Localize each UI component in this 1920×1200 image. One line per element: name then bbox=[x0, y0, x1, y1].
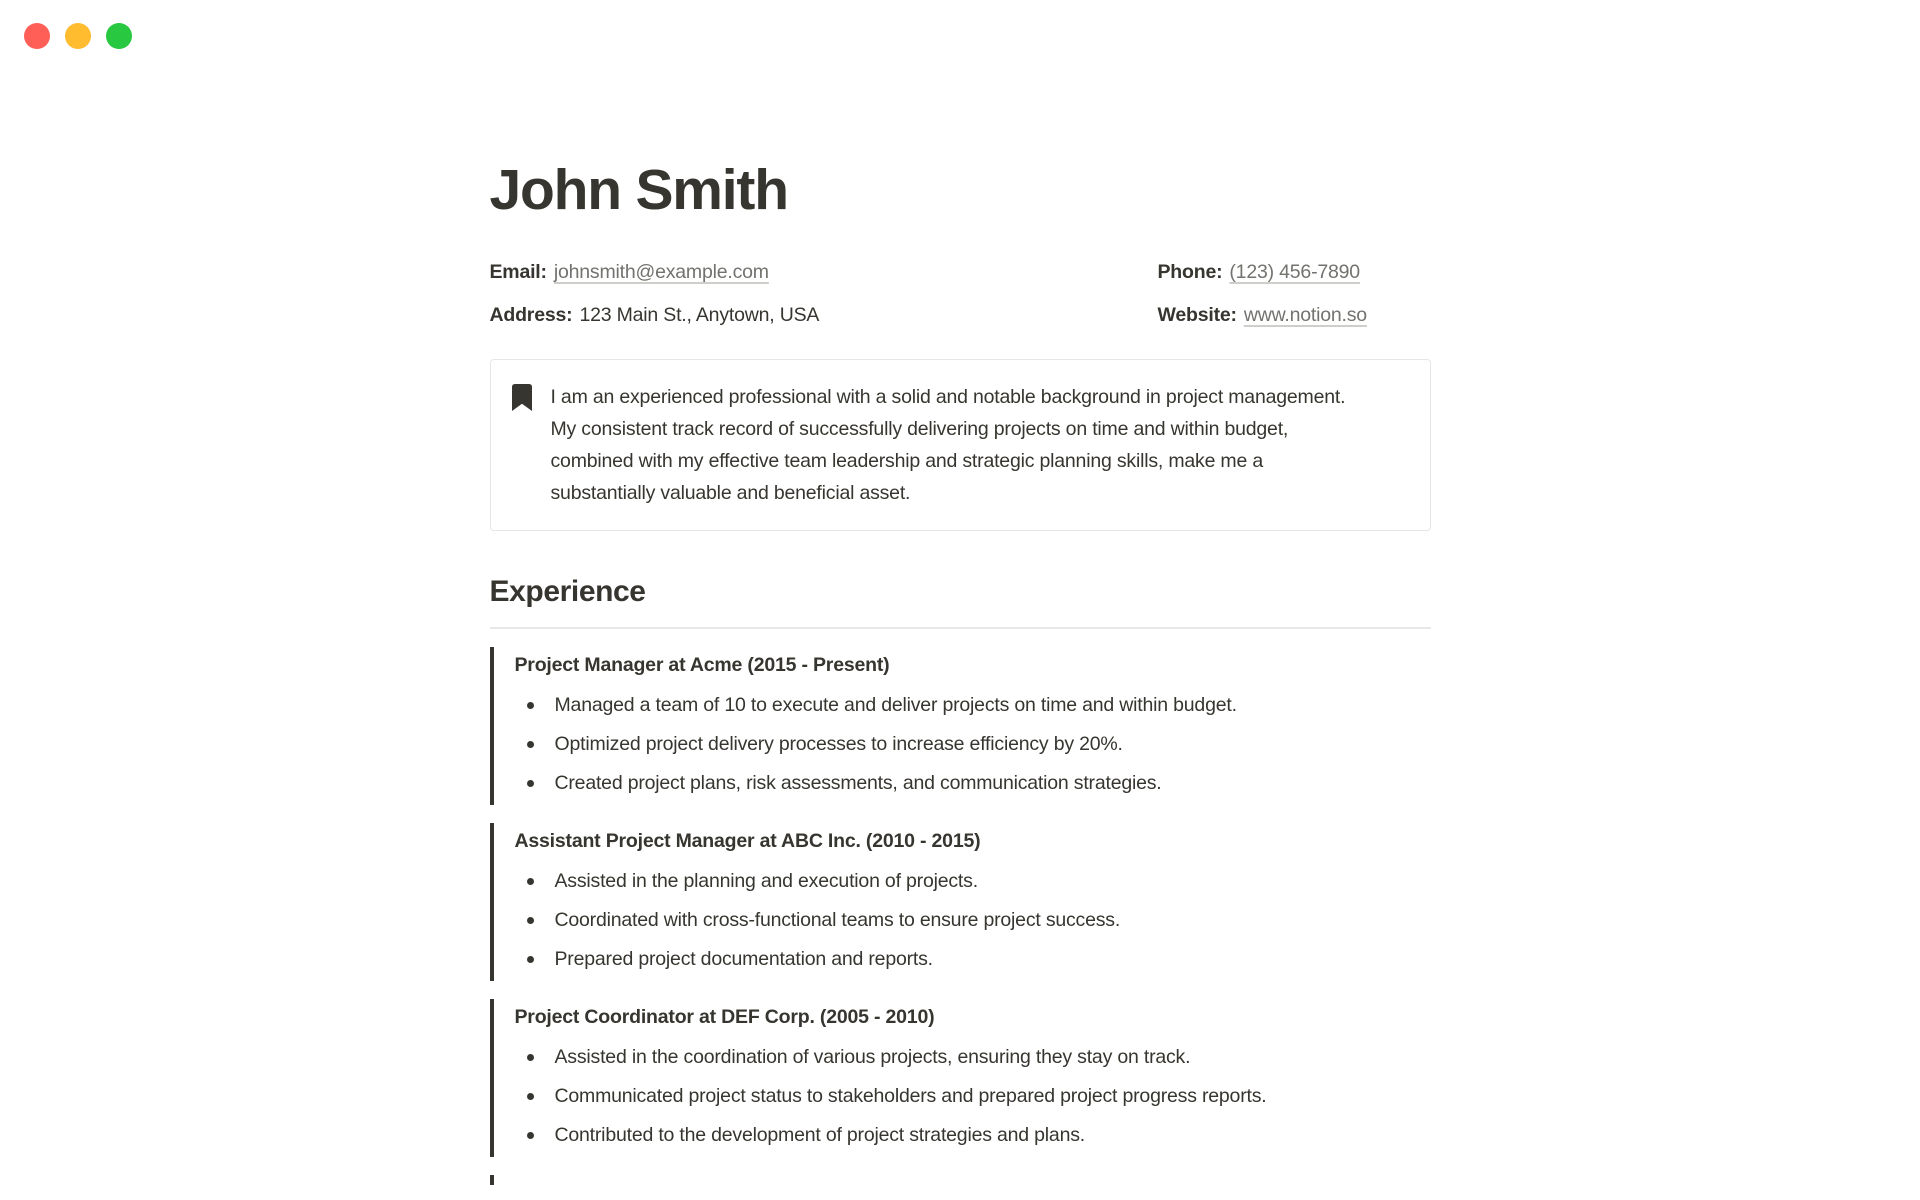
contact-row-address bbox=[490, 301, 1158, 330]
address-label: Address: bbox=[489, 304, 573, 326]
bullet-item[interactable]: Created project plans, risk assessments, and communication strategies. bbox=[515, 764, 1431, 803]
entry-bullet-list bbox=[515, 1038, 1431, 1155]
bullet-item[interactable]: Communicated project status to stakeholders and prepared project progress reports. bbox=[515, 1077, 1431, 1116]
section-divider bbox=[490, 627, 1431, 629]
resume-page bbox=[490, 0, 1431, 1185]
contact-info bbox=[490, 258, 1431, 330]
bullet-item[interactable]: Coordinated with cross-functional teams to ensure project success. bbox=[515, 901, 1431, 940]
experience-entry-3[interactable] bbox=[490, 999, 1431, 1157]
bullet-item[interactable]: Assisted in the planning and execution of projects. bbox=[515, 862, 1431, 901]
bullet-item[interactable]: Optimized project delivery processes to increase efficiency by 20%. bbox=[515, 725, 1431, 764]
summary-callout[interactable] bbox=[490, 359, 1431, 531]
bookmark-icon bbox=[510, 384, 534, 411]
website-link[interactable]: www.notion.so bbox=[1243, 304, 1367, 326]
entry-bullet-list bbox=[515, 862, 1431, 979]
next-entry-partial-bar bbox=[490, 1175, 494, 1185]
bullet-item[interactable]: Contributed to the development of project strategies and plans. bbox=[515, 1116, 1431, 1155]
summary-text[interactable]: I am an experienced professional with a solid and notable background in project management. My consistent track record of successfully delivering projects on time and within budget, combined with my effective team leadership and strategic planning skills, make me a substantially valuable and beneficial asset. bbox=[550, 386, 1346, 504]
bullet-item[interactable]: Assisted in the coordination of various projects, ensuring they stay on track. bbox=[515, 1038, 1431, 1077]
experience-entry-1[interactable] bbox=[490, 647, 1431, 805]
zoom-button[interactable] bbox=[106, 23, 132, 49]
section-heading-experience[interactable]: Experience bbox=[489, 575, 646, 608]
phone-label: Phone: bbox=[1157, 261, 1223, 283]
entry-title[interactable]: Assistant Project Manager at ABC Inc. (2010 - 2015) bbox=[514, 830, 981, 852]
bullet-item[interactable]: Prepared project documentation and reports. bbox=[515, 940, 1431, 979]
close-button[interactable] bbox=[24, 23, 50, 49]
window-controls bbox=[24, 23, 132, 49]
page-title[interactable]: John Smith bbox=[489, 158, 788, 222]
minimize-button[interactable] bbox=[65, 23, 91, 49]
bullet-item[interactable]: Managed a team of 10 to execute and deliver projects on time and within budget. bbox=[515, 686, 1431, 725]
entry-bullet-list bbox=[515, 686, 1431, 803]
phone-link[interactable]: (123) 456-7890 bbox=[1229, 261, 1360, 283]
contact-row-phone bbox=[1158, 258, 1431, 287]
email-link[interactable]: johnsmith@example.com bbox=[553, 261, 769, 283]
address-value: 123 Main St., Anytown, USA bbox=[579, 304, 820, 326]
entry-title[interactable]: Project Coordinator at DEF Corp. (2005 - 2010) bbox=[514, 1006, 935, 1028]
entry-title[interactable]: Project Manager at Acme (2015 - Present) bbox=[514, 654, 890, 676]
experience-entry-2[interactable] bbox=[490, 823, 1431, 981]
website-label: Website: bbox=[1157, 304, 1237, 326]
email-label: Email: bbox=[489, 261, 547, 283]
contact-row-website bbox=[1158, 301, 1431, 330]
contact-row-email bbox=[490, 258, 1158, 287]
